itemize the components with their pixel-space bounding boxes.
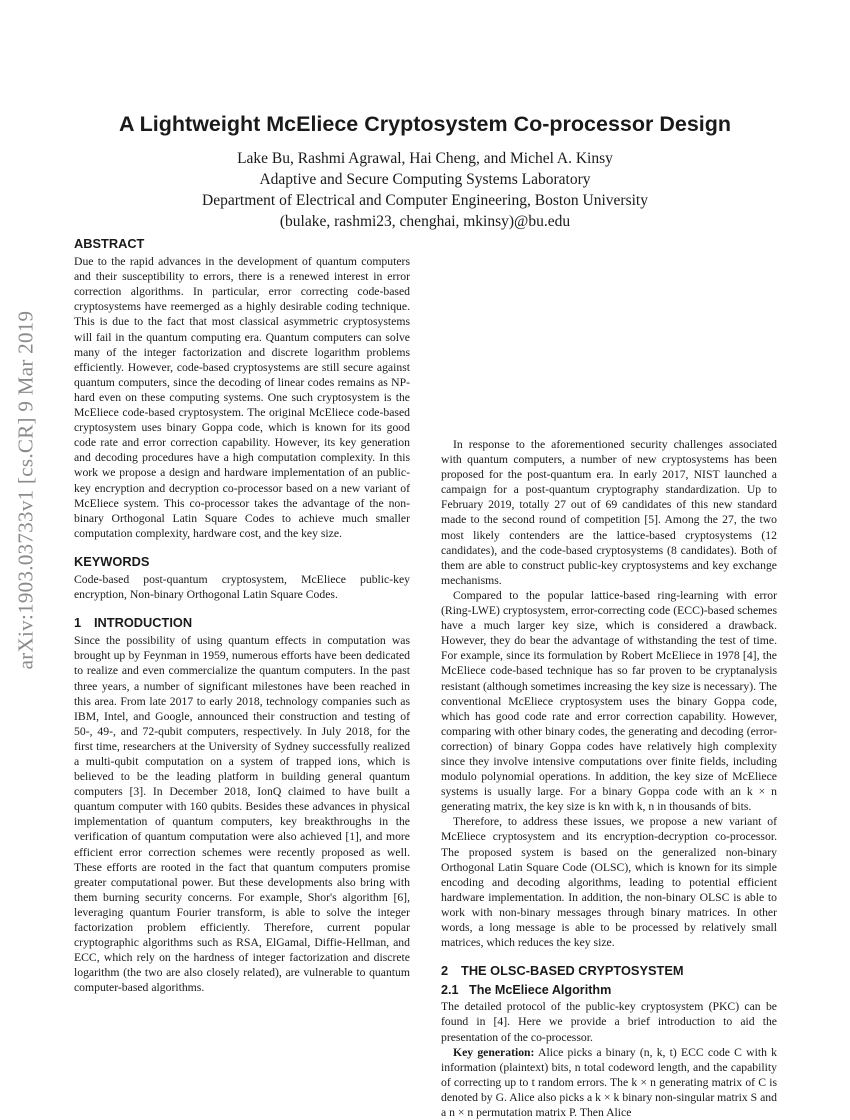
- section-number: 1: [74, 615, 82, 631]
- author-emails: (bulake, rashmi23, chenghai, mkinsy)@bu.edu: [279, 213, 571, 230]
- section-2-heading: [441, 963, 777, 978]
- arxiv-identifier: arXiv:1903.03733v1 [cs.CR] 9 Mar 2019: [13, 310, 38, 670]
- author-names: Lake Bu, Rashmi Agrawal, Hai Cheng, and Michel A. Kinsy: [237, 150, 613, 167]
- keywords-heading: KEYWORDS: [74, 553, 150, 569]
- intro-paragraph-3: Compared to the popular lattice-based ring-learning with error (Ring-LWE) cryptosystem, error-correcting code (ECC)-based schemes have a much larger key size, which is considered a drawback. However, they do bear the advantage of withstanding the test of time. For example, since its formulation by Robert McEliece in 1978 [4], the McEliece code-based technique has so far proven to be cryptanalysis resistant (although sometimes increasing the key size is necessary). The conventional McEliece cryptosystem uses the binary Goppa code, which has good code rate and error correction capability. However, comparing with other binary codes, the generating and decoding (error-correction) of binary Goppa codes have relatively high complexity since they involve intensive computations over finite fields, including modulo polynomial operations. In addition, the key size of McEliece systems is usually large. For a binary Goppa code with an k × n generating matrix, the key size is kn with k, n in thousands of bits.: [441, 588, 777, 814]
- keywords-body: Code-based post-quantum cryptosystem, McEliece public-key encryption, Non-binary Orthogonal Latin Square Codes.: [74, 572, 410, 602]
- intro-paragraph-2: In response to the aforementioned security challenges associated with quantum computers, a number of new cryptosystems has been proposed for the post-quantum era. In early 2017, NIST launched a campaign for a post-quantum cryptography standardization. Up to February 2019, totally 27 out of 69 candidates of this new standard made to the second round of competition [5]. Among the 27, the two most likely contenders are the lattice-based cryptosystems (12 candidates), and the code-based cryptosystems (8 candidates). Both of them are able to construct public-key cryptosystems and key exchange mechanisms.: [441, 438, 777, 587]
- left-column: [74, 236, 410, 996]
- section-2-paragraph-1: The detailed protocol of the public-key cryptosystem (PKC) can be found in [4]. Here we provide a brief introduction to aid the presentation of the co-processor.: [441, 1000, 777, 1044]
- section-title: THE OLSC-BASED CRYPTOSYSTEM: [461, 963, 684, 979]
- abstract-heading: ABSTRACT: [74, 236, 145, 251]
- department-name: Department of Electrical and Computer Engineering, Boston University: [202, 192, 648, 209]
- intro-paragraph-4: Therefore, to address these issues, we propose a new variant of McEliece cryptosystem and its encryption-decryption co-processor. The proposed system is based on the generalized non-binary Orthogonal Latin Square Code (OLSC), which is known for its simple encoding and decoding algorithms, leading to potential efficient hardware implementation. In addition, the non-binary OLSC is able to work with non-binary messages through binary matrices. In other words, a long message is able to be processed by relatively small matrices, which reduces the key size.: [441, 815, 777, 950]
- key-generation-label: Key generation:: [453, 1045, 535, 1059]
- author-block: [0, 148, 850, 232]
- key-generation-body: Alice picks a binary (n, k, t) ECC code C with k information (plaintext) bits, n total codeword length, and the capability of correcting up to t random errors. The k × n generating matrix of C is denoted by G. Alice also picks a k × k binary non-singular matrix S and a n × n permutation matrix P. Then Alice: [441, 1045, 777, 1120]
- arxiv-sidebar: [6, 290, 46, 690]
- intro-paragraph-1: Since the possibility of using quantum effects in computation was brought up by Feynman in 1959, numerous efforts have been dedicated to realize and even commercialize the quantum computers. In the past three years, a number of significant milestones have been reached in this area. From late 2017 to early 2018, technology companies such as IBM, Intel, and Google, announced their construction and testing of 50-, 49-, and 72-qubit computers, respectively. In July 2018, for the first time, researchers at the University of Sydney successfully realized a multi-qubit computation on a system of trapped ions, which is believed to be the leading platform in building general quantum computers [3]. In December 2018, IonQ claimed to have built a quantum computer with 160 qubits. Besides these advances in physical implementation of quantum computers, key breakthroughs in the verification of quantum computation were also achieved [1], and more efficient error correction schemes were recently proposed as well. These efforts are rooted in the fact that quantum computers promise greater computational power. But these developments also bring with them burning security concerns. For example, Shor's algorithm [6], leveraging quantum Fourier transform, is able to solve the integer factorization problem efficiently. Therefore, current popular cryptographic algorithms such as RSA, ElGamal, Diffie-Hellman, and ECC, which rely on the hardness of integer factorization and discrete logarithm (the two are also closely related), are vulnerable to quantum computer-based algorithms.: [74, 634, 410, 995]
- abstract-body: Due to the rapid advances in the development of quantum computers and their susceptibility to errors, there is a renewed interest in error correction algorithms. In particular, error correcting code-based cryptosystems have reemerged as a highly desirable coding technique. This is due to the fact that most classical asymmetric cryptosystems will fail in the quantum computing era. Quantum computers can solve many of the integer factorization and discrete logarithm problems efficiently. However, code-based cryptosystems are still secure against quantum computers, since the decoding of linear codes remains as NP-hard even on these computing systems. One such cryptosystem is the McEliece code-based cryptosystem. The original McEliece code-based cryptosystem uses binary Goppa code, which is known for its good code rate and error correction capability. However, its key generation and decoding procedures have a high computation complexity. In this work we propose a design and hardware implementation of an public-key encryption and decryption co-processor based on a new variant of McEliece system. This co-processor takes the advantage of the non-binary Orthogonal Latin Square Codes to achieve much smaller computation complexity, hardware cost, and the key size.: [74, 255, 410, 540]
- section-number: 2: [441, 963, 449, 979]
- subsection-2-1-heading: [441, 983, 777, 998]
- key-generation-paragraph: [441, 1045, 777, 1120]
- lab-name: Adaptive and Secure Computing Systems Laboratory: [259, 171, 591, 188]
- subsection-number: 2.1: [441, 983, 459, 998]
- subsection-title: The McEliece Algorithm: [469, 983, 612, 998]
- paper-title: A Lightweight McEliece Cryptosystem Co-processor Design: [118, 112, 732, 136]
- right-column-content: [441, 239, 777, 1120]
- introduction-heading: [74, 615, 410, 630]
- section-title: INTRODUCTION: [94, 615, 193, 631]
